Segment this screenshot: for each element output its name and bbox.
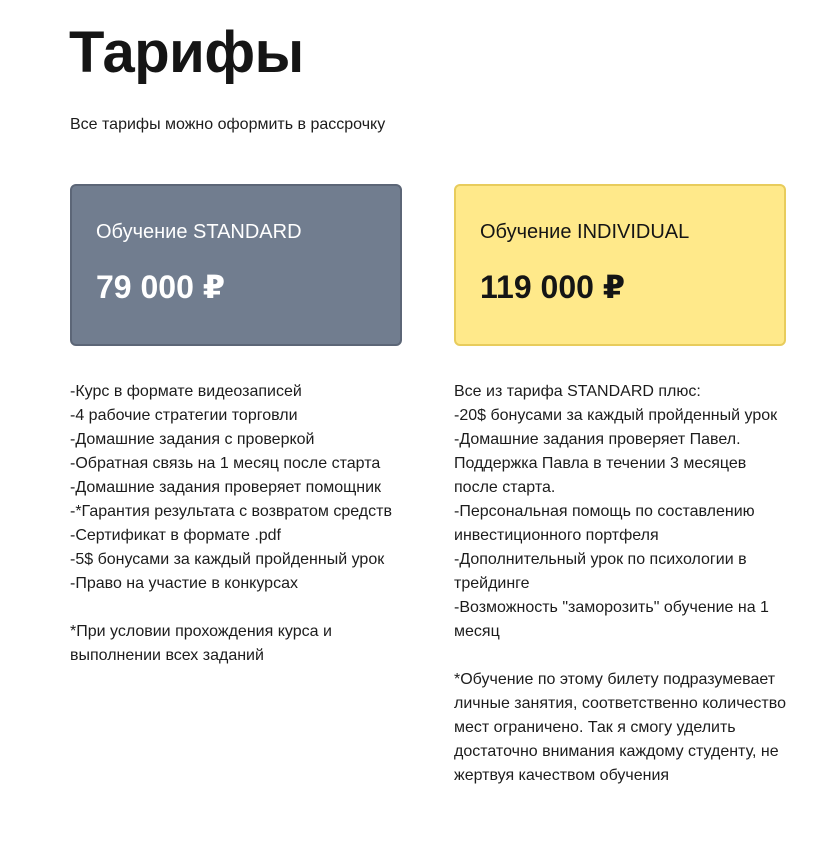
- feature-item: -4 рабочие стратегии торговли: [70, 407, 298, 424]
- feature-item: -20$ бонусами за каждый пройденный урок: [454, 407, 778, 424]
- feature-item: -*Гарантия результата с возвратом средств: [70, 503, 392, 520]
- plan-card-standard[interactable]: [70, 184, 402, 346]
- feature-item: -5$ бонусами за каждый пройденный урок: [70, 551, 385, 568]
- feature-item: -Домашние задания с проверкой: [70, 431, 315, 448]
- feature-item: -Дополнительный урок по психологии в трейдинге: [454, 551, 747, 592]
- feature-item: -Домашние задания проверяет помощник: [70, 479, 382, 496]
- feature-item: -Домашние задания проверяет Павел. Поддержка Павла в течении 3 месяцев после старта.: [454, 431, 747, 496]
- plan-price: 119 000 ₽: [480, 269, 626, 305]
- page-subtitle: Все тарифы можно оформить в рассрочку: [70, 116, 386, 133]
- feature-item: -Право на участие в конкурсах: [70, 575, 298, 592]
- page-title: Тарифы: [69, 20, 304, 85]
- feature-item: Все из тарифа STANDARD плюс:: [454, 383, 701, 400]
- plan-name: Обучение STANDARD: [96, 221, 302, 243]
- plan-features-standard: [70, 380, 415, 668]
- feature-item: -Персональная помощь по составлению инвестиционного портфеля: [454, 503, 755, 544]
- feature-item: -Возможность "заморозить" обучение на 1 месяц: [454, 599, 769, 640]
- plan-price: 79 000 ₽: [96, 269, 226, 305]
- plan-card-individual[interactable]: [454, 184, 786, 346]
- plan-name: Обучение INDIVIDUAL: [480, 221, 690, 243]
- feature-item: -Обратная связь на 1 месяц после старта: [70, 455, 381, 472]
- plan-footnote: *При условии прохождения курса и выполнении всех заданий: [70, 623, 332, 664]
- plan-footnote: *Обучение по этому билету подразумевает личные занятия, соответственно количество мест ограничено. Так я смогу уделить достаточно внимания каждому студенту, не жертвуя качеством обучения: [454, 671, 786, 784]
- plan-features-individual: [454, 380, 794, 788]
- feature-item: -Сертификат в формате .pdf: [70, 527, 281, 544]
- feature-item: -Курс в формате видеозаписей: [70, 383, 302, 400]
